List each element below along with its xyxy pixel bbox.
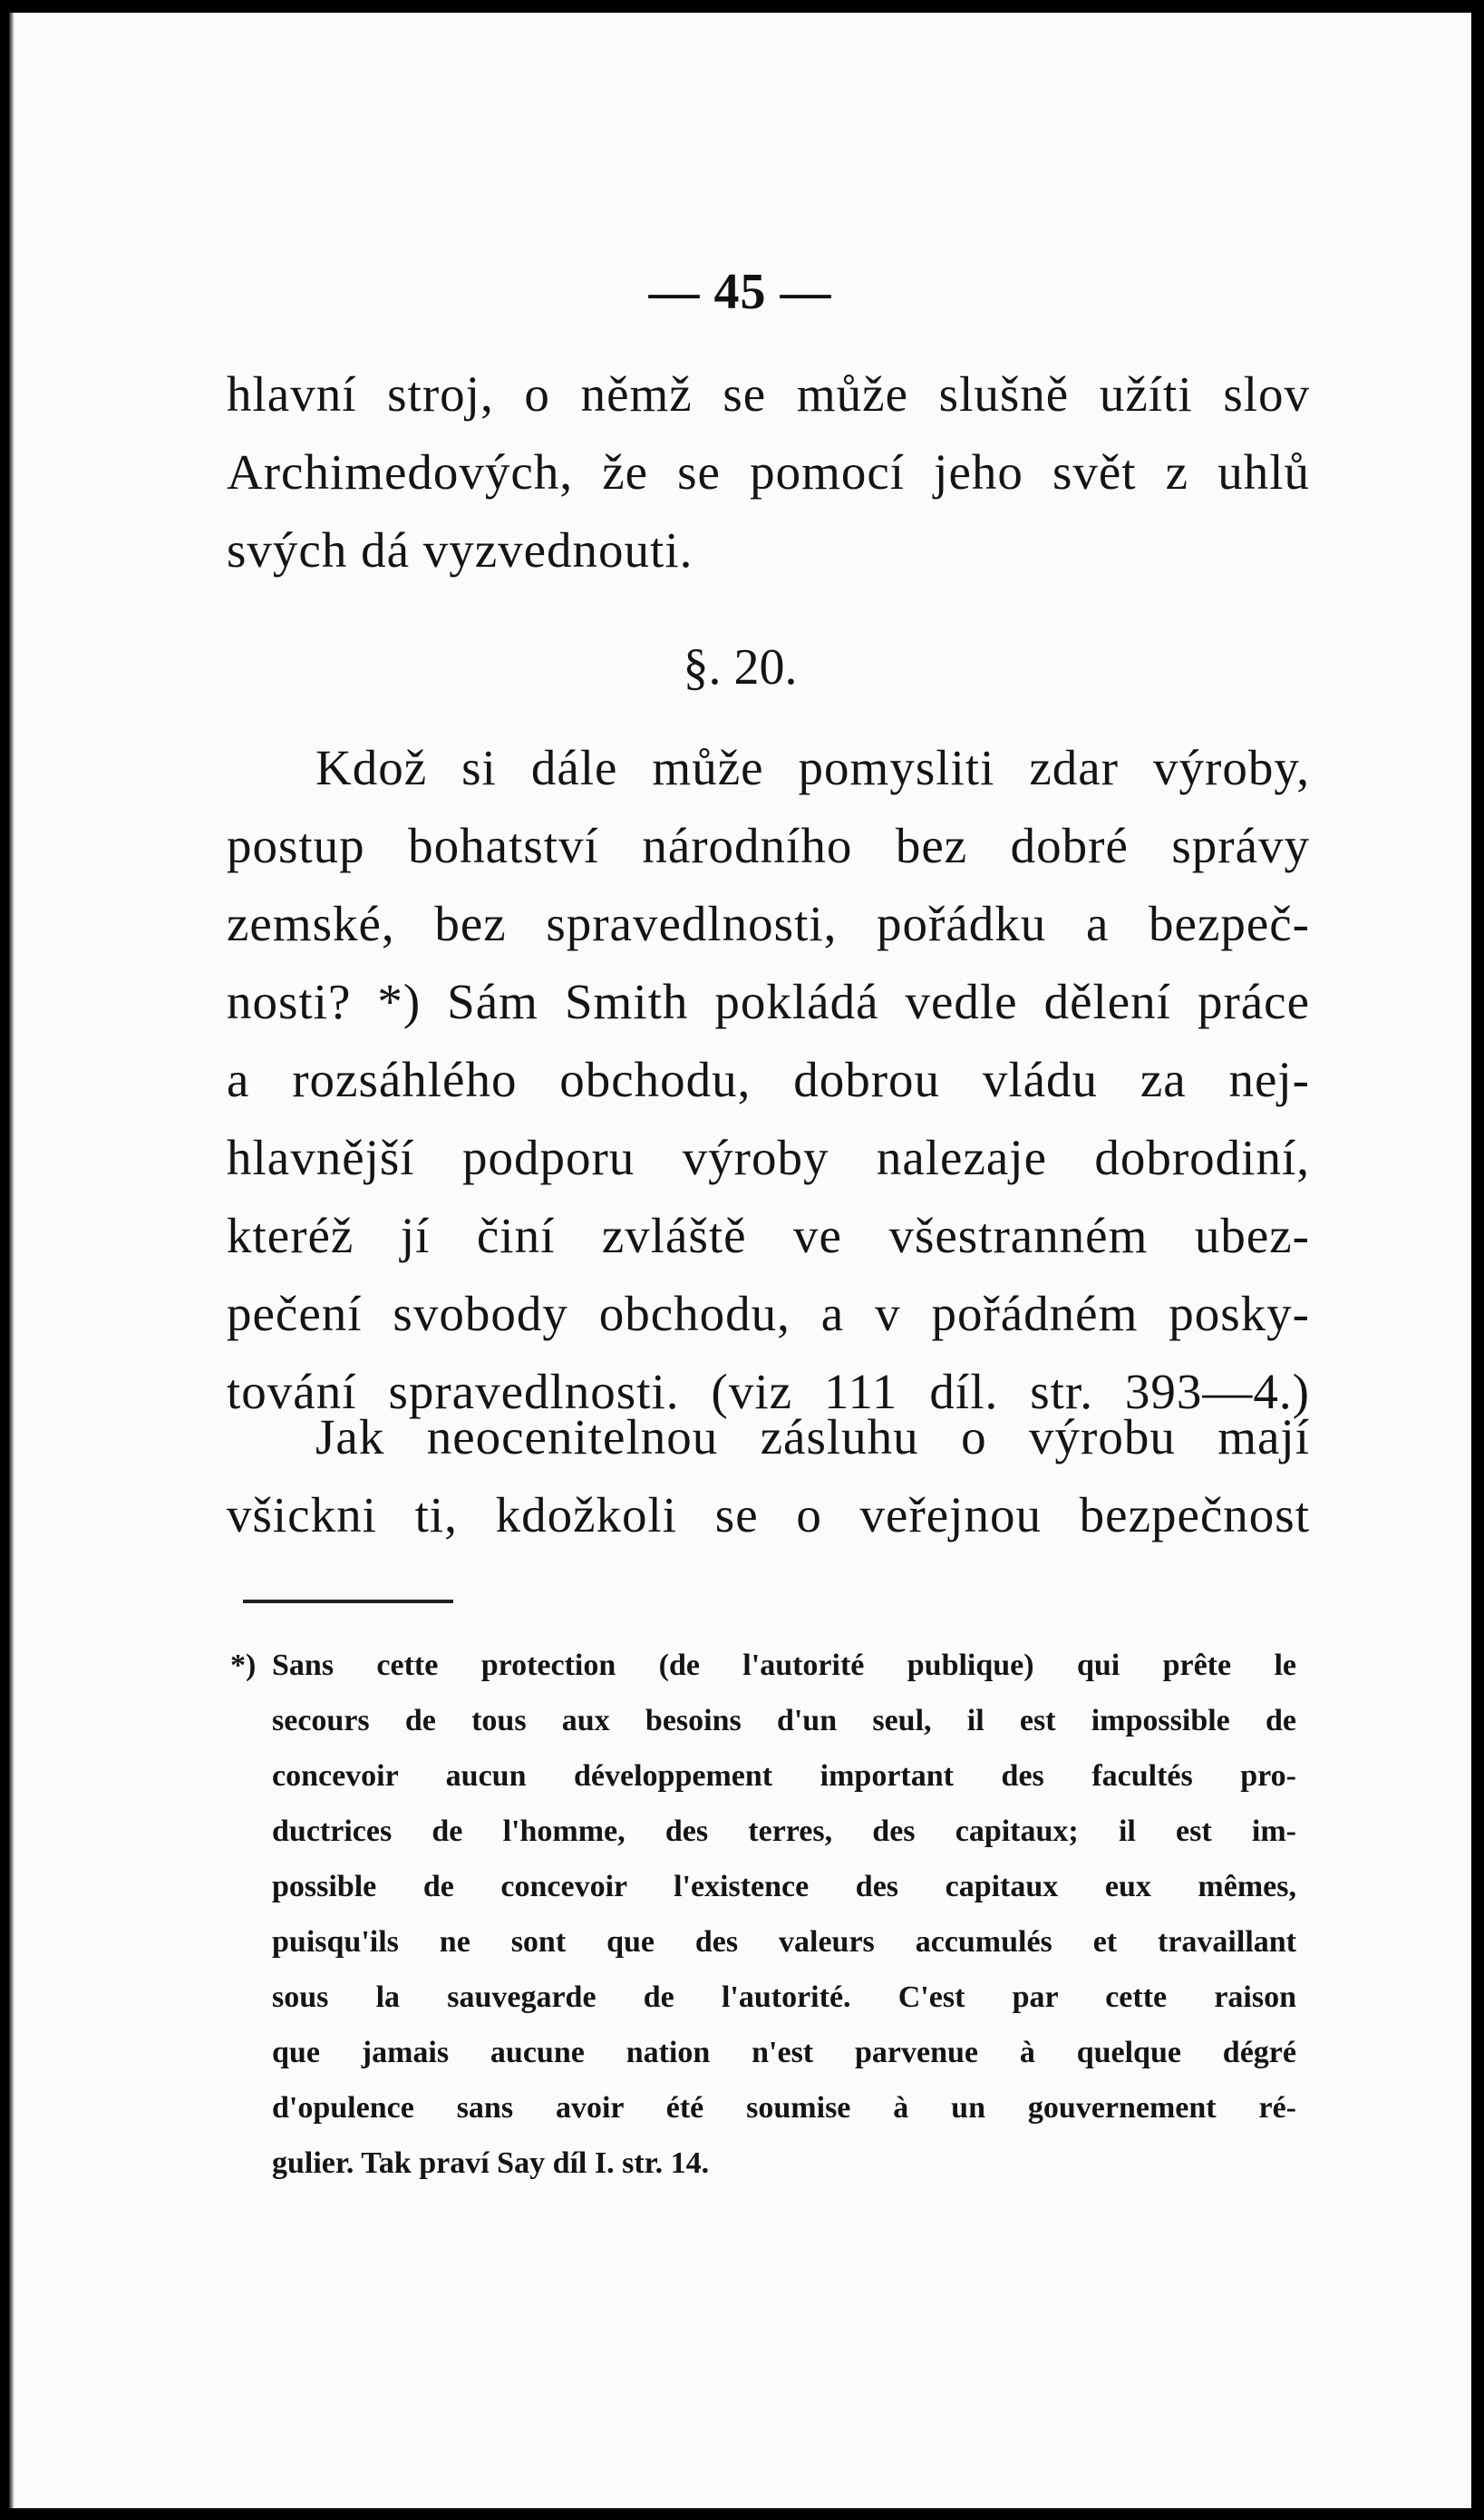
text-line: hlavnější podporu výroby nalezaje dobrodiní, [227,1130,1310,1185]
text-line: pečení svobody obchodu, a v pořádném posky- [227,1286,1310,1341]
footnote-marker: *) [230,1649,257,1682]
text-line: kteréž jí činí zvláště ve všestranném ubez- [227,1208,1310,1263]
text-line: tování spravedlnosti. (viz 111 díl. str. 393—4.) [227,1364,1310,1419]
footnote-line: secours de tous aux besoins d'un seul, il est impossible de [272,1704,1296,1737]
text-line: všickni ti, kdožkoli se o veřejnou bezpečnost [227,1487,1310,1542]
text-line: postup bohatství národního bez dobré správy [227,818,1310,873]
footnote-line: Sans cette protection (de l'autorité publique) qui prête le [272,1649,1296,1682]
text-line: Kdož si dále může pomysliti zdar výroby, [315,740,1310,795]
paragraph-merit [227,1398,1310,1554]
page-number-header: — 45 — [648,264,832,320]
text-line: Jak neocenitelnou zásluhu o výrobu mají [315,1409,1310,1464]
footnote-rule [243,1600,453,1603]
footnote-line: sous la sauvegarde de l'autorité. C'est par cette raison [272,1980,1296,2014]
footnote-line: d'opulence sans avoir été soumise à un gouvernement ré- [272,2091,1296,2125]
footnote [230,1638,1296,2191]
text-line: hlavní stroj, o němž se může slušně užíti slov [227,366,1310,422]
paragraph-section-20 [227,729,1310,1431]
footnote-line: gulier. Tak praví Say díl I. str. 14. [272,2146,710,2180]
footnote-line: concevoir aucun développement important des facultés pro- [272,1759,1296,1793]
book-page [9,13,1471,2508]
text-line: zemské, bez spravedlnosti, pořádku a bezpeč- [227,896,1310,951]
footnote-line: puisqu'ils ne sont que des valeurs accumulés et travaillant [272,1925,1296,1959]
paragraph-continuation [227,355,1310,589]
text-line: nosti? *) Sám Smith pokládá vedle dělení práce [227,974,1310,1029]
text-line: a rozsáhlého obchodu, dobrou vládu za nej- [227,1052,1310,1107]
text-line: Archimedových, že se pomocí jeho svět z uhlů [227,444,1310,500]
section-heading: §. 20. [683,639,798,696]
text-line: svých dá vyzvednouti. [227,522,694,578]
footnote-line: ductrices de l'homme, des terres, des capitaux; il est im- [272,1815,1296,1848]
footnote-line: possible de concevoir l'existence des capitaux eux mêmes, [272,1870,1296,1903]
footnote-line: que jamais aucune nation n'est parvenue à quelque dégré [272,2036,1296,2069]
page-gutter-edge [9,13,15,2508]
